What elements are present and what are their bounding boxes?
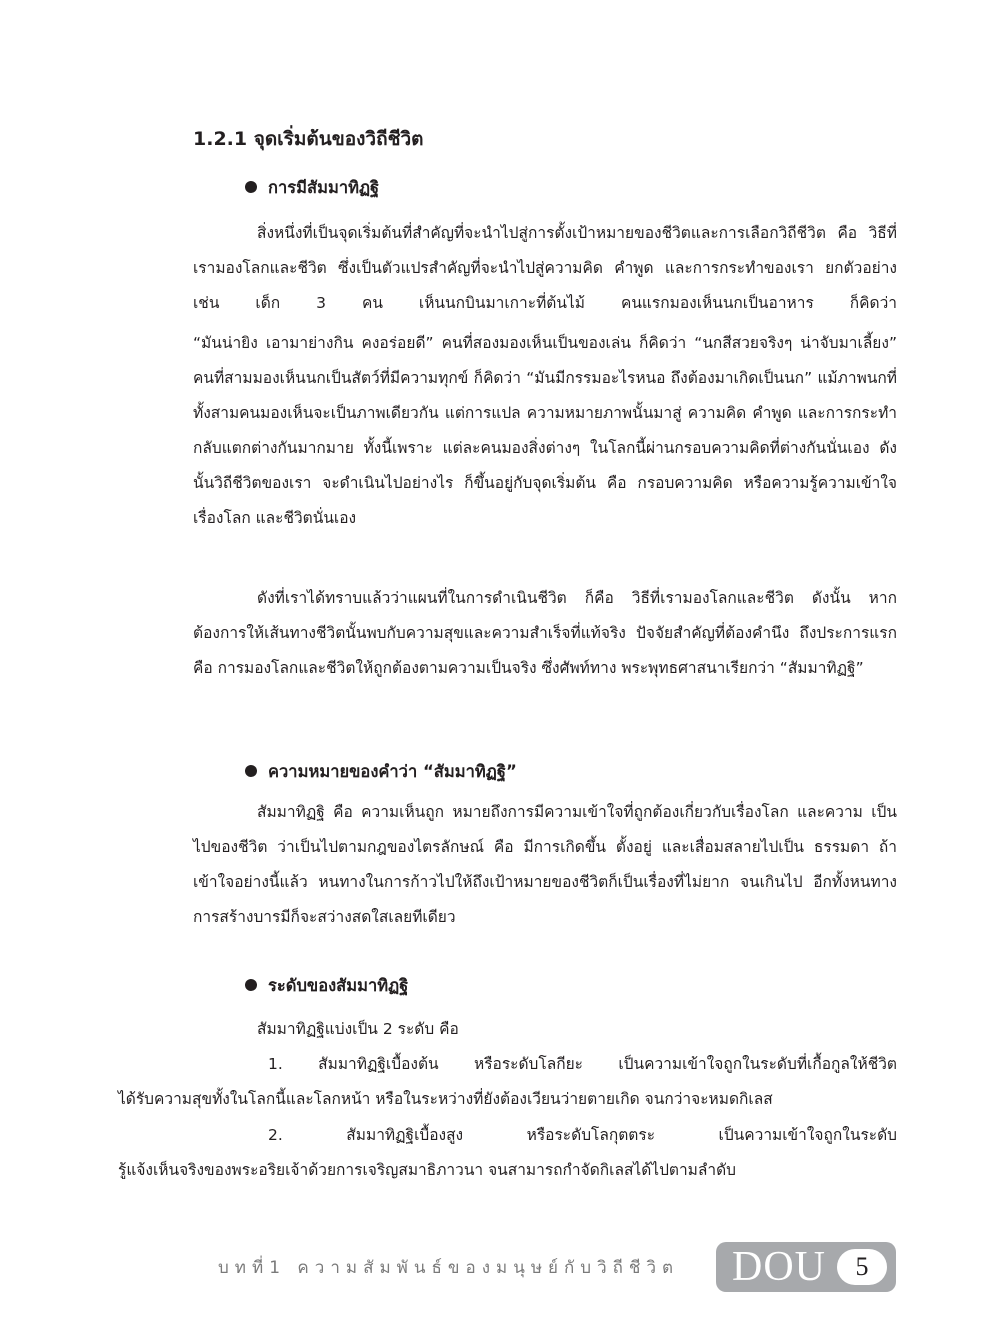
footer-chapter-title: บทที่1 ความสัมพันธ์ของมนุษย์กับวิถีชีวิต bbox=[218, 1258, 680, 1278]
topic-heading-text: การมีสัมมาทิฏฐิ bbox=[268, 178, 380, 197]
bullet-icon bbox=[245, 979, 257, 991]
footer-badge bbox=[716, 1242, 896, 1292]
level-item-2-line-2: รู้แจ้งเห็นจริงของพระอริยเจ้าด้วยการเจริญสมาธิภาวนา จนสามารถกำจัดกิเลสได้ไปตามลำดับ bbox=[118, 1161, 737, 1179]
section-heading: 1.2.1 จุดเริ่มต้นของวิถีชีวิต bbox=[193, 128, 424, 150]
paragraph: สิ่งหนึ่งที่เป็นจุดเริ่มต้นที่สำคัญที่จะนำไปสู่การตั้งเป้าหมายของชีวิตและการเลือกวิถีชีวิต คือ วิธีที่เรามองโลกและชีวิต ซึ่งเป็นตัวแปรสำคัญที่จะนำไปสู่ความคิด คำพูด และการกระทำของเรา ยกตัวอย่างเช่น เด็ก 3 คน เห็นนกบินมาเกาะที่ต้นไม้ คนแรกมองเห็นนกเป็นอาหาร ก็คิดว่า bbox=[193, 224, 897, 312]
paragraph: “มันน่ายิง เอามาย่างกิน คงอร่อยดี” คนที่สองมองเห็นเป็นของเล่น ก็คิดว่า “นกสีสวยจริงๆ น่าจับมาเลี้ยง” คนที่สามมองเห็นนกเป็นสัตว์ที่มีความทุกข์ ก็คิดว่า “มันมีกรรมอะไรหนอ ถึงต้องมาเกิดเป็นนก” แม้ภาพนกที่ทั้งสามคนมองเห็นจะเป็นภาพเดียวกัน แต่การแปล ความหมายภาพนั้นมาสู่ ความคิด คำพูด และการกระทำ กลับแตกต่างกันมากมาย ทั้งนี้เพราะ แต่ละคนมองสิ่งต่างๆ ในโลกนี้ผ่านกรอบความคิดที่ต่างกันนั่นเอง ดังนั้นวิถีชีวิตของเรา จะดำเนินไปอย่างไร ก็ขึ้นอยู่กับจุดเริ่มต้น คือ กรอบความคิด หรือความรู้ความเข้าใจเรื่องโลก และชีวิตนั่นเอง bbox=[193, 334, 897, 527]
dou-logo: DOU bbox=[732, 1244, 826, 1290]
topic-heading-text: ความหมายของคำว่า “สัมมาทิฏฐิ” bbox=[268, 762, 517, 781]
topic-heading-right-view bbox=[245, 173, 379, 203]
levels-intro: สัมมาทิฏฐิแบ่งเป็น 2 ระดับ คือ bbox=[257, 1020, 459, 1038]
bullet-icon bbox=[245, 181, 257, 193]
level-item-1-line-1: 1. สัมมาทิฏฐิเบื้องต้น หรือระดับโลกียะ เป็นความเข้าใจถูกในระดับที่เกื้อกูลให้ชีวิต bbox=[268, 1055, 897, 1073]
page-number: 5 bbox=[837, 1249, 887, 1285]
topic-heading-levels bbox=[245, 971, 408, 1001]
level-item-1-line-2: ได้รับความสุขทั้งในโลกนี้และโลกหน้า หรือในระหว่างที่ยังต้องเวียนว่ายตายเกิด จนกว่าจะหมดกิเลส bbox=[118, 1090, 773, 1108]
level-item-2-line-1: 2. สัมมาทิฏฐิเบื้องสูง หรือระดับโลกุตตระ เป็นความเข้าใจถูกในระดับ bbox=[268, 1126, 897, 1144]
paragraph: ดังที่เราได้ทราบแล้วว่าแผนที่ในการดำเนินชีวิต ก็คือ วิธีที่เรามองโลกและชีวิต ดังนั้น หากต้องการให้เส้นทางชีวิตนั้นพบกับความสุขและความสำเร็จที่แท้จริง ปัจจัยสำคัญที่ต้องคำนึง ถึงประการแรกคือ การมองโลกและชีวิตให้ถูกต้องตามความเป็นจริง ซึ่งศัพท์ทาง พระพุทธศาสนาเรียกว่า “สัมมาทิฏฐิ” bbox=[193, 589, 897, 677]
paragraph: สัมมาทิฏฐิ คือ ความเห็นถูก หมายถึงการมีความเข้าใจที่ถูกต้องเกี่ยวกับเรื่องโลก และความ เป็นไปของชีวิต ว่าเป็นไปตามกฎของไตรลักษณ์ คือ มีการเกิดขึ้น ตั้งอยู่ และเสื่อมสลายไปเป็น ธรรมดา ถ้าเข้าใจอย่างนี้แล้ว หนทางในการก้าวไปให้ถึงเป้าหมายของชีวิตก็เป็นเรื่องที่ไม่ยาก จนเกินไป อีกทั้งหนทางการสร้างบารมีก็จะสว่างสดใสเลยทีเดียว bbox=[193, 803, 897, 926]
topic-heading-meaning bbox=[245, 757, 517, 787]
bullet-icon bbox=[245, 765, 257, 777]
topic-heading-text: ระดับของสัมมาทิฏฐิ bbox=[268, 976, 409, 995]
